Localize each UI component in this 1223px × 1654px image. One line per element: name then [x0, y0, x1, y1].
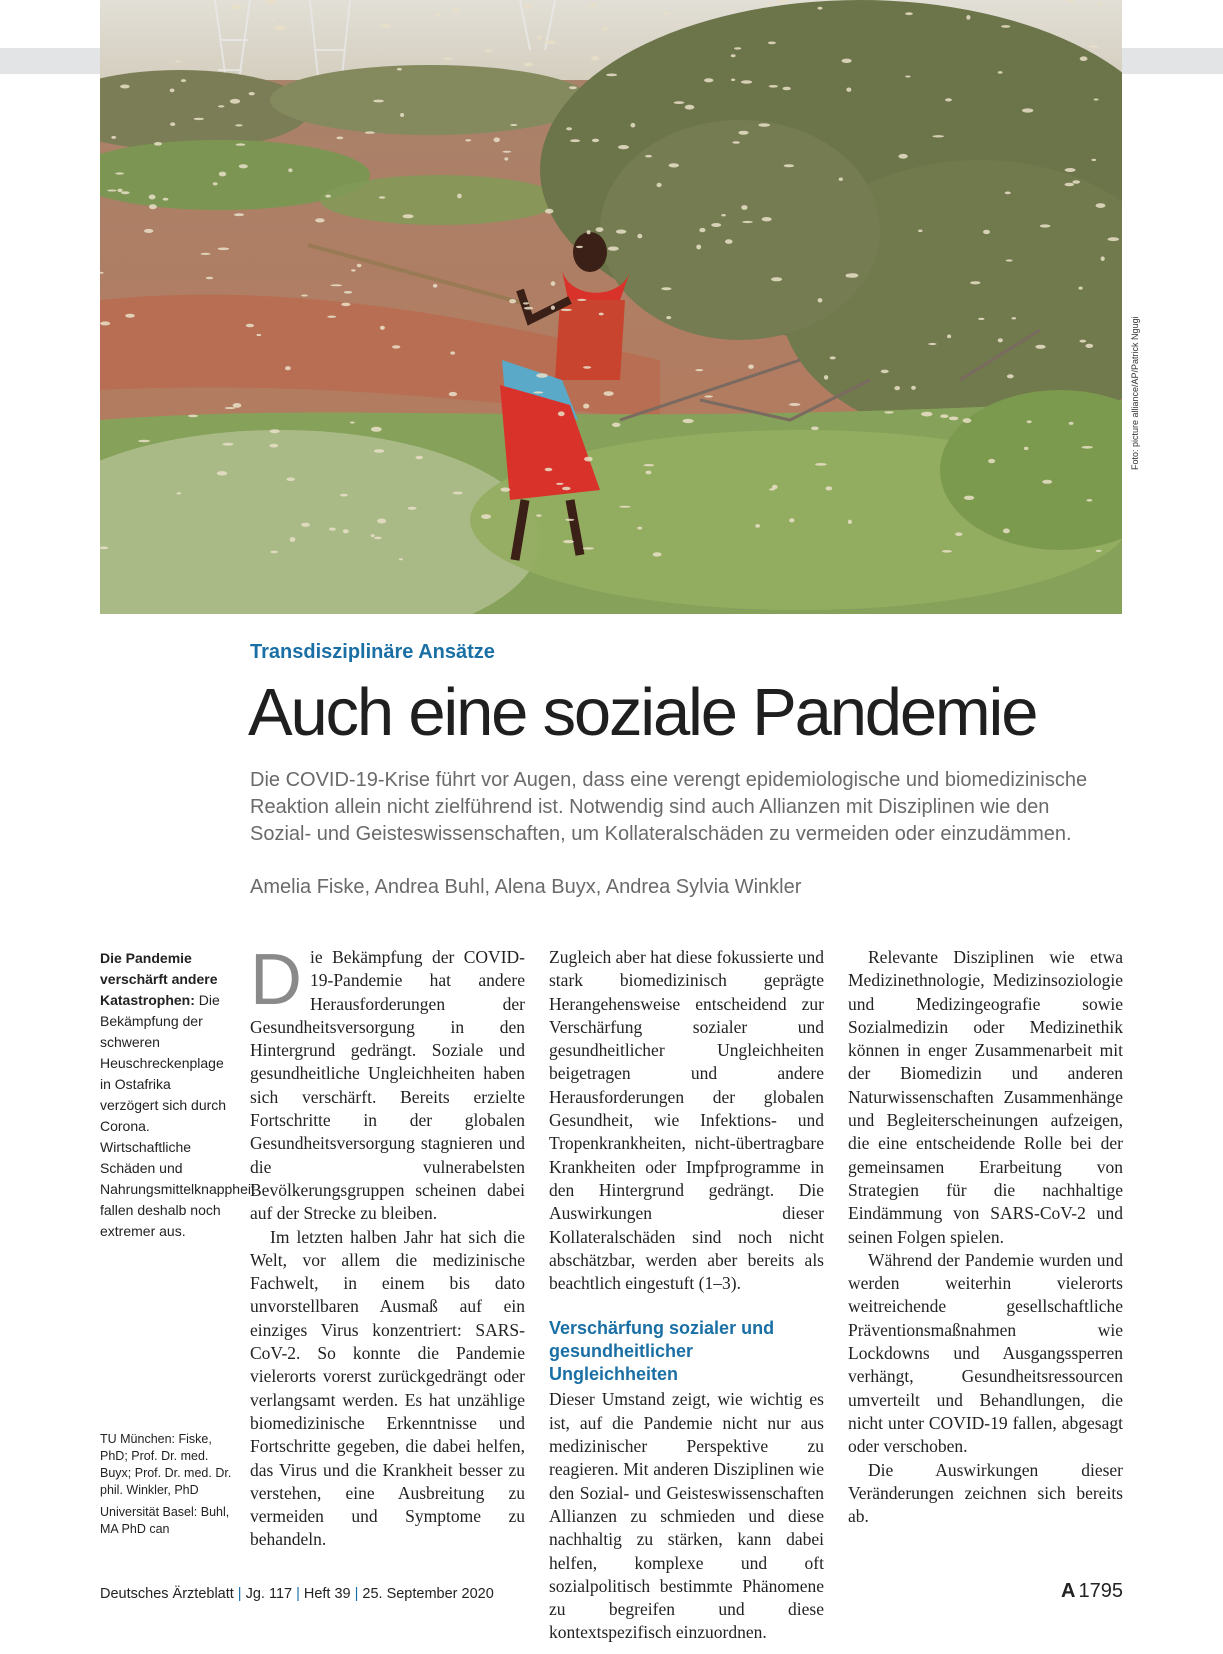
locust	[350, 422, 355, 424]
locust	[249, 92, 255, 95]
locust	[149, 195, 156, 200]
locust	[881, 370, 889, 374]
locust	[742, 221, 753, 223]
locust	[596, 227, 604, 232]
locust	[408, 507, 417, 510]
locust	[392, 345, 400, 348]
locust	[1024, 447, 1029, 450]
locust	[274, 26, 286, 31]
locust	[163, 198, 169, 201]
photo-credit: Foto: picture alliance/AP/Patrick Ngugi	[1130, 316, 1140, 470]
locust	[453, 492, 463, 495]
locust	[566, 127, 572, 130]
header-band-left	[0, 48, 100, 74]
locust	[374, 537, 382, 540]
locust	[357, 264, 362, 267]
locust	[270, 429, 280, 433]
locust	[170, 89, 175, 93]
locust	[1098, 1, 1103, 5]
locust	[894, 386, 900, 390]
locust	[783, 87, 791, 90]
paragraph: Dieser Umstand zeigt, wie wichtig es ist, auf die Pandemie nicht nur aus medizinischer Perspektive zu reagieren. Mit anderen Disziplinen wie den Sozial- und Geisteswissenschaften Allianzen zu schmieden und diese nachhaltig zu stärken, kann dabei helfen, komplexe und oft sozialpolitisch bestimmte Phänomene zu begreifen und diese kontextspezifisch einzuordnen.	[549, 1389, 824, 1643]
locust	[602, 27, 608, 30]
locust	[504, 157, 508, 160]
locust	[500, 488, 510, 492]
locust	[371, 427, 382, 432]
locust	[336, 137, 343, 140]
page-number-value: 1795	[1078, 1580, 1123, 1602]
locust	[374, 449, 384, 453]
locust	[502, 151, 511, 153]
locust	[344, 291, 353, 294]
locust	[235, 124, 243, 126]
locust	[524, 62, 533, 66]
locust	[536, 373, 548, 378]
locust	[556, 483, 564, 485]
paragraph: Relevante Disziplinen wie etwa Medizinethnologie, Medizinsoziologie und Medizingeografie sowie Sozialmedizin oder Medizinethik können in enger Zusammenarbeit mit der Biomedizin und anderen Naturwissenschaften Zusammenhänge und Begleiterscheinungen aufzeigen, die eine entscheidende Rolle bei der gemeinsamen Erarbeitung von Strategien für die nachhaltige Eindämmung von SARS-CoV-2 und seinen Folgen spielen.	[848, 947, 1123, 1247]
locust	[1001, 25, 1010, 28]
locust	[177, 492, 182, 494]
locust	[330, 284, 342, 286]
locust	[653, 552, 662, 556]
locust	[301, 523, 310, 527]
locust	[233, 403, 242, 408]
bush-back	[270, 65, 590, 135]
affiliation: TU München: Fiske, PhD; Prof. Dr. med. Buyx; Prof. Dr. med. Dr. phil. Winkler, PhD	[100, 1432, 232, 1497]
locust	[983, 230, 990, 234]
locust	[945, 98, 952, 101]
locust	[963, 418, 972, 423]
locust	[645, 155, 652, 158]
locust	[576, 246, 583, 248]
locust	[767, 3, 771, 6]
locust	[523, 4, 532, 8]
locust	[734, 47, 741, 49]
locust	[1087, 499, 1093, 502]
locust	[569, 86, 577, 89]
locust	[846, 88, 851, 92]
locust	[270, 444, 279, 448]
locust	[1094, 99, 1099, 101]
locust	[577, 299, 586, 301]
locust	[206, 277, 213, 280]
locust	[592, 139, 599, 143]
locust	[637, 527, 642, 530]
photo-illustration	[100, 0, 1122, 614]
locust	[371, 534, 375, 537]
locust	[222, 443, 233, 446]
locust	[1096, 550, 1102, 552]
locust	[509, 299, 516, 303]
locust	[966, 15, 970, 20]
locust	[481, 514, 491, 519]
locust	[762, 217, 772, 221]
locust	[1091, 159, 1096, 161]
locust	[644, 464, 655, 466]
locust	[847, 273, 859, 278]
journal-name: Deutsches Ärzteblatt	[100, 1586, 234, 1602]
locust	[646, 471, 652, 475]
locust	[537, 35, 542, 40]
locust	[1005, 192, 1011, 195]
locust	[379, 196, 386, 198]
locust	[107, 190, 117, 192]
locust	[1027, 420, 1032, 423]
locust	[1065, 168, 1076, 172]
locust	[1042, 480, 1052, 484]
locust	[218, 248, 230, 251]
locust	[1080, 56, 1088, 61]
locust	[1022, 108, 1033, 112]
locust	[570, 139, 580, 142]
locust	[695, 369, 703, 371]
page-prefix: A	[1061, 1580, 1076, 1602]
locust	[758, 123, 770, 126]
locust	[1085, 344, 1093, 348]
locust	[657, 183, 662, 187]
locust	[545, 209, 553, 214]
locust	[776, 0, 784, 3]
locust	[591, 56, 599, 60]
locust	[301, 295, 308, 297]
locust	[921, 412, 932, 417]
locust	[599, 313, 604, 316]
locust	[1089, 45, 1100, 47]
locust	[1082, 446, 1093, 449]
section-heading: Verschärfung sozialer und gesundheitlicher Ungleichheiten	[549, 1318, 775, 1385]
locust	[674, 101, 685, 104]
paragraph: Die Bekämpfung der COVID-19-Pandemie hat andere Herausforderungen der Gesundheitsversorgung in den Hintergrund gedrängt. Soziale und gesundheitliche Ungleichheiten haben sich verschärft. Bereits erzielte Fortschritte in der globalen Gesundheitsversorgung stagnieren und die vulnerabelsten Bevölkerungsgruppen scheinen dabei auf der Strecke zu bleiben.	[250, 940, 525, 1224]
locust	[771, 277, 782, 281]
locust	[769, 85, 778, 88]
locust	[120, 85, 130, 89]
locust	[583, 404, 589, 409]
lede: Die COVID-19-Krise führt vor Augen, dass eine verengt epidemiologische und biomedizinische Reaktion allein nicht zielführend ist. Notwendig sind auch Allianzen mit Disziplinen wie den Sozial- und Geisteswissenschaften, um Kollateralschäden zu vermeiden oder einzudämmen.	[250, 769, 1088, 845]
locust	[230, 99, 240, 104]
locust	[955, 532, 962, 536]
locust	[590, 3, 595, 7]
locust	[1072, 180, 1080, 183]
locust	[149, 204, 157, 209]
locust	[721, 214, 726, 216]
locust	[524, 307, 533, 310]
locust	[824, 375, 828, 380]
locust	[619, 506, 631, 508]
locust	[583, 547, 594, 549]
locust	[563, 540, 574, 543]
locust	[1012, 317, 1017, 319]
volume: Jg. 117	[245, 1586, 293, 1602]
issue: Heft 39	[303, 1586, 351, 1602]
locust	[608, 247, 619, 251]
separator: |	[354, 1586, 359, 1602]
locust	[732, 141, 740, 144]
locust	[998, 338, 1003, 342]
locust	[234, 213, 244, 216]
locust	[175, 60, 180, 62]
locust	[818, 298, 823, 302]
header-band-right	[1122, 48, 1223, 74]
paragraph: Die Auswirkungen dieser Veränderungen zeichnen sich bereits ab.	[848, 1459, 1123, 1527]
locust	[256, 334, 261, 336]
locust	[1079, 287, 1083, 290]
locust	[494, 137, 500, 142]
locust	[246, 324, 254, 328]
locust	[523, 302, 529, 304]
locust	[551, 281, 556, 286]
cover-photo	[100, 0, 1122, 614]
locust	[561, 309, 572, 311]
locust	[443, 57, 452, 60]
locust	[533, 391, 543, 393]
locust	[121, 191, 130, 194]
locust	[699, 228, 705, 232]
locust	[942, 550, 952, 553]
locust	[551, 306, 555, 310]
locust	[940, 414, 948, 418]
locust	[905, 12, 913, 15]
locust	[784, 164, 794, 167]
locust	[239, 164, 248, 168]
locust	[351, 269, 356, 271]
locust	[100, 321, 110, 325]
locust	[270, 20, 275, 22]
locust	[606, 74, 617, 77]
locust	[416, 456, 424, 460]
locust	[704, 78, 713, 82]
locust	[218, 105, 225, 107]
locust	[768, 42, 776, 45]
locust	[663, 12, 670, 15]
locust	[562, 487, 571, 490]
locust	[545, 468, 553, 471]
locust	[928, 343, 936, 345]
locust	[544, 41, 556, 45]
locust	[170, 122, 175, 126]
locust	[988, 459, 995, 463]
locust	[217, 471, 227, 475]
locust	[449, 392, 457, 396]
locust	[365, 131, 375, 133]
locust	[201, 253, 211, 255]
locust	[830, 356, 836, 359]
locust	[696, 245, 701, 250]
locust	[711, 223, 721, 227]
locust	[181, 79, 186, 82]
kicker: Transdisziplinäre Ansätze	[250, 641, 495, 663]
locust	[436, 13, 440, 17]
locust	[270, 551, 278, 554]
column-1	[250, 940, 525, 1552]
grass-patch	[320, 175, 560, 225]
locust	[290, 537, 296, 542]
locust	[219, 172, 226, 177]
footer	[100, 1586, 494, 1602]
locust	[381, 24, 391, 27]
locust	[884, 411, 894, 413]
paragraph: Im letzten halben Jahr hat sich die Welt, vor allem die medizinische Fachwelt, in einem bis dato unvorstellbaren Ausmaß auf ein einziges Virus konzentriert: SARS-CoV-2. So konnte die Pandemie vielerorts vorerst zurückgedrängt oder verlangsamt werden. Es hat unzählige biomedizinische Erkenntnisse und Fortschritte gegeben, die dabei helfen, das Virus und die Krankheit besser zu verstehen, eine Ausbreitung zu vermeiden und Symptome zu behandeln.	[250, 1226, 525, 1550]
locust	[741, 80, 752, 84]
locust	[964, 496, 974, 500]
separator: |	[237, 1586, 242, 1602]
affiliations	[100, 1431, 240, 1543]
locust	[565, 519, 574, 521]
locust	[755, 524, 760, 528]
locust	[725, 239, 733, 244]
locust	[738, 131, 748, 135]
locust	[978, 318, 984, 320]
locust	[287, 477, 295, 481]
locust	[839, 178, 843, 181]
locust	[465, 139, 471, 141]
locust	[584, 457, 593, 462]
locust	[1006, 259, 1013, 261]
locust	[536, 514, 541, 517]
locust	[811, 427, 819, 431]
locust	[1108, 237, 1120, 241]
locust	[769, 488, 775, 490]
locust	[397, 68, 402, 71]
locust	[1003, 529, 1010, 534]
locust	[1040, 224, 1051, 227]
locust	[194, 118, 204, 120]
locust	[731, 79, 735, 82]
locust	[285, 366, 291, 370]
locust	[789, 518, 794, 522]
locust	[587, 230, 591, 234]
locust	[685, 105, 695, 110]
locust	[399, 558, 403, 560]
locust	[970, 281, 980, 284]
affiliation: Universität Basel: Buhl, MA PhD can	[100, 1505, 230, 1536]
locust	[789, 403, 800, 406]
locust	[1069, 422, 1074, 425]
locust	[329, 528, 336, 531]
locust	[115, 172, 124, 174]
locust	[144, 229, 153, 233]
locust	[1035, 345, 1045, 349]
locust	[373, 100, 384, 103]
locust	[1080, 340, 1087, 343]
locust	[288, 168, 292, 172]
locust	[125, 314, 135, 318]
locust	[898, 154, 907, 159]
locust	[947, 335, 951, 339]
locust	[236, 143, 246, 145]
locust	[154, 142, 162, 146]
locust	[848, 520, 852, 524]
locust	[225, 407, 236, 409]
locust	[327, 316, 336, 318]
locust	[612, 423, 621, 427]
locust	[433, 284, 438, 288]
issue-date: 25. September 2020	[362, 1586, 494, 1602]
photo-caption	[100, 948, 255, 1242]
locust	[457, 194, 462, 199]
locust	[213, 182, 218, 185]
locust	[450, 351, 455, 354]
locust	[704, 395, 713, 397]
locust	[669, 163, 679, 167]
locust	[637, 234, 642, 239]
locust	[188, 415, 198, 418]
locust	[232, 5, 242, 10]
locust	[604, 391, 614, 396]
paragraph: Während der Pandemie wurden und werden weiterhin vielerorts weitreichende gesellschaftliche Präventionsmaßnahmen wie Lockdowns und Ausgangssperren verhängt, Gesundheitsressourcen umverteilt und Behandlungen, die nicht unter COVID-19 fallen, abgesagt oder verschoben.	[848, 1249, 1123, 1457]
locust	[683, 419, 694, 423]
locust	[343, 529, 349, 533]
locust	[1007, 374, 1014, 378]
locust	[558, 411, 565, 416]
locust	[731, 54, 736, 57]
locust	[583, 366, 591, 369]
locust	[826, 486, 833, 490]
locust	[616, 230, 626, 234]
caption-text: Die Bekämpfung der schweren Heuschreckenplage in Ostafrika verzögert sich durch Corona. Wirtschaftliche Schäden und Nahrungsmittelknappheit fallen deshalb noch extremer aus.	[100, 992, 255, 1239]
locust	[1101, 256, 1105, 261]
locust	[510, 124, 517, 126]
locust	[818, 7, 823, 10]
locust	[631, 123, 636, 128]
locust	[315, 218, 324, 222]
locust	[661, 287, 671, 290]
locust	[341, 303, 350, 307]
bush-right	[600, 120, 880, 340]
locust	[138, 440, 150, 442]
locust	[932, 135, 944, 137]
locust	[666, 316, 671, 319]
locust	[400, 113, 404, 117]
caption-title: Die Pandemie verschärft andere Katastrophen:	[100, 950, 218, 1008]
locust	[741, 205, 747, 210]
locust	[453, 8, 459, 13]
locust	[111, 136, 116, 139]
locust	[484, 49, 492, 52]
locust	[1065, 183, 1075, 187]
head	[573, 232, 607, 272]
authors: Amelia Fiske, Andrea Buhl, Alena Buyx, Andrea Sylvia Winkler	[250, 876, 802, 898]
dropcap: D	[250, 940, 302, 1020]
locust	[618, 145, 629, 149]
locust	[325, 195, 331, 198]
locust	[842, 59, 852, 63]
locust	[918, 230, 923, 233]
locust	[949, 417, 958, 421]
locust	[748, 365, 754, 369]
locust	[911, 386, 916, 390]
locust	[815, 463, 827, 466]
locust	[403, 214, 414, 218]
separator: |	[296, 1586, 300, 1602]
locust	[380, 326, 385, 330]
headline: Auch eine soziale Pandemie	[248, 675, 1037, 750]
page-number	[1061, 1580, 1123, 1603]
column-2	[549, 946, 824, 1645]
locust	[905, 76, 910, 78]
locust	[1096, 203, 1106, 208]
locust	[340, 494, 348, 497]
locust	[117, 189, 122, 193]
locust	[377, 519, 386, 524]
column-3	[848, 946, 1123, 1528]
paragraph: Zugleich aber hat diese fokussierte und stark biomedizinisch geprägte Herangehensweise entscheidend zur Verschärfung sozialer und gesundheitlicher Ungleichheiten beigetragen und andere Herausforderungen der globalen Gesundheit, wie Infektions- und Tropenkrankheiten, nicht-übertragbare Krankheiten oder Impfprogramme in den Hintergrund gedrängt. Die Auswirkungen dieser Kollateralschäden sind noch nicht abschätzbar, werden aber bereits als beachtlich eingestuft (1–3).	[549, 947, 824, 1294]
locust	[998, 71, 1003, 74]
